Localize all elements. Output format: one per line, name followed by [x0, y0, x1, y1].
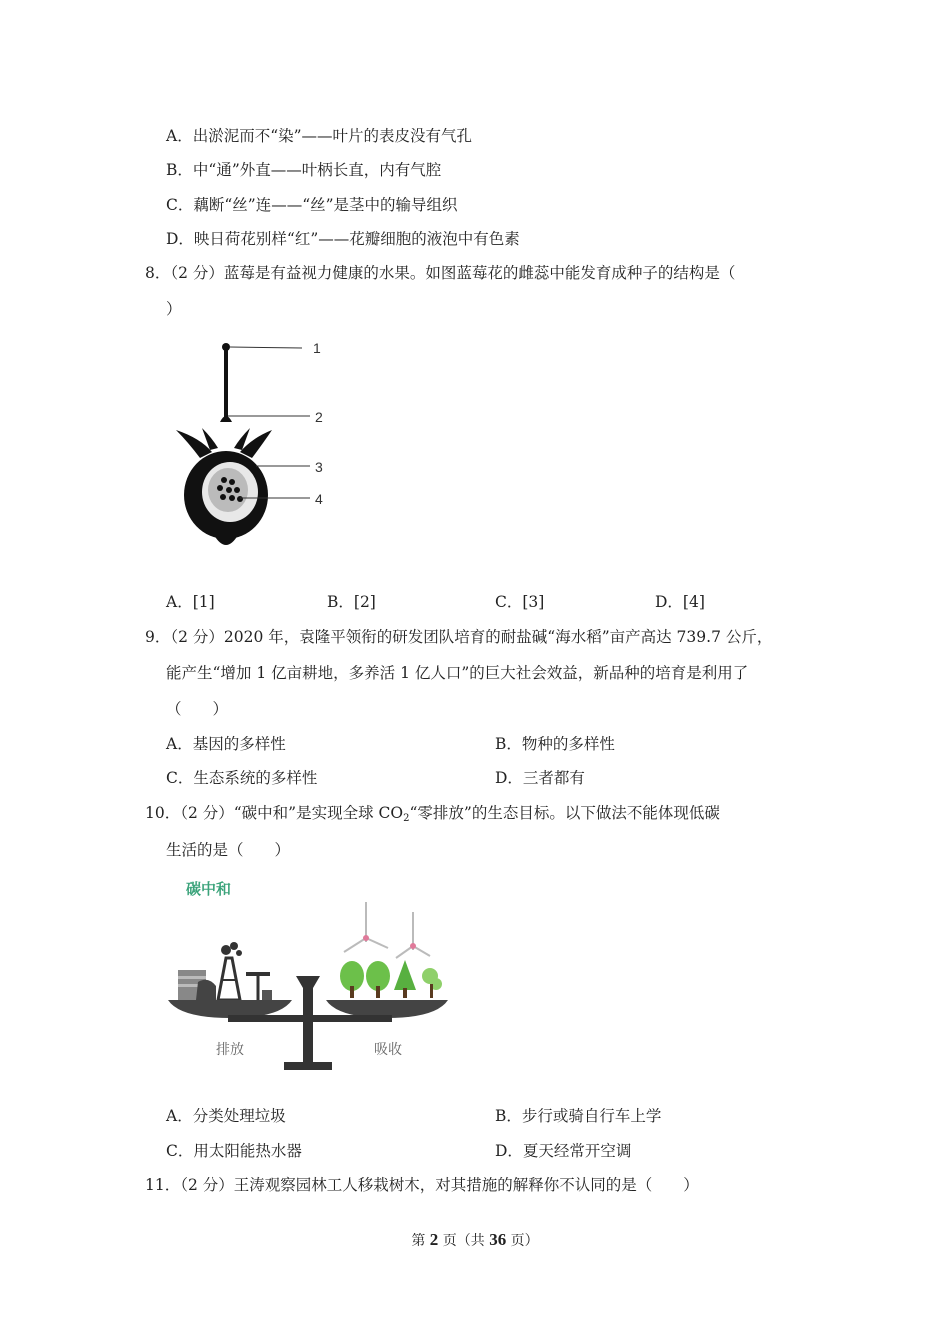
- q10-stem-subscript: 2: [403, 813, 410, 824]
- footer-page-number: 2: [429, 1230, 439, 1249]
- figure-absorption-label: 吸收: [374, 1041, 402, 1057]
- blueberry-pistil-figure: [160, 330, 340, 560]
- q8-option-c: C．[3]: [495, 593, 545, 611]
- pistil-label-4: 4: [315, 491, 323, 507]
- figure-title: 碳中和: [186, 881, 232, 898]
- q8-stem-line1: 8．（2 分）蓝莓是有益视力健康的水果。如图蓝莓花的雌蕊中能发育成种子的结构是（: [145, 264, 736, 282]
- q9-option-d: D．三者都有: [495, 769, 585, 787]
- pistil-label-3: 3: [315, 459, 323, 475]
- q9-stem-line1: 9．（2 分）2020 年，袁隆平领衔的研发团队培育的耐盐碱“海水稻”亩产高达 739.7 公斤，: [145, 628, 773, 646]
- q7-option-b: B．中“通”外直——叶柄长直，内有气腔: [166, 161, 442, 179]
- q9-option-a: A．基因的多样性: [166, 735, 286, 753]
- footer-post: 页）: [510, 1233, 539, 1249]
- pistil-label-1: 1: [313, 340, 321, 356]
- q10-stem-post: “零排放”的生态目标。以下做法不能体现低碳: [409, 804, 720, 822]
- q7-option-a: A．出淤泥而不“染”——叶片的表皮没有气孔: [166, 127, 473, 145]
- q9-option-b: B．物种的多样性: [495, 735, 615, 753]
- pistil-label-2: 2: [315, 409, 323, 425]
- q10-option-a: A．分类处理垃圾: [166, 1107, 286, 1125]
- carbon-neutral-figure: [168, 872, 458, 1077]
- q8-option-a: A．[1]: [166, 593, 215, 611]
- q10-option-b: B．步行或骑自行车上学: [495, 1107, 662, 1125]
- q7-option-c: C．藕断“丝”连——“丝”是茎中的输导组织: [166, 196, 458, 214]
- figure-emission-label: 排放: [216, 1041, 244, 1057]
- q9-option-c: C．生态系统的多样性: [166, 769, 318, 787]
- q9-stem-line2: 能产生“增加 1 亿亩耕地，多养活 1 亿人口”的巨大社会效益，新品种的培育是利用了: [166, 664, 749, 682]
- page-footer: [0, 1230, 950, 1250]
- q10-stem-pre: 10．（2 分）“碳中和”是实现全球 CO: [145, 804, 404, 822]
- q11-stem-line1: 11．（2 分）王涛观察园林工人移栽树木，对其措施的解释你不认同的是（ ）: [145, 1176, 699, 1194]
- footer-mid: 页（共: [442, 1233, 485, 1249]
- q9-stem-line3: （ ）: [166, 700, 229, 718]
- footer-total-pages: 36: [489, 1230, 507, 1249]
- q10-option-d: D．夏天经常开空调: [495, 1142, 632, 1160]
- q8-option-b: B．[2]: [327, 593, 376, 611]
- q10-stem-line1: [145, 803, 720, 829]
- q8-option-d: D．[4]: [655, 593, 705, 611]
- footer-pre: 第: [411, 1233, 426, 1249]
- q7-option-d: D．映日荷花别样“红”——花瓣细胞的液泡中有色素: [166, 230, 520, 248]
- q8-stem-line2: ）: [166, 300, 182, 318]
- q10-option-c: C．用太阳能热水器: [166, 1142, 302, 1160]
- q10-stem-line2: 生活的是（ ）: [166, 841, 291, 859]
